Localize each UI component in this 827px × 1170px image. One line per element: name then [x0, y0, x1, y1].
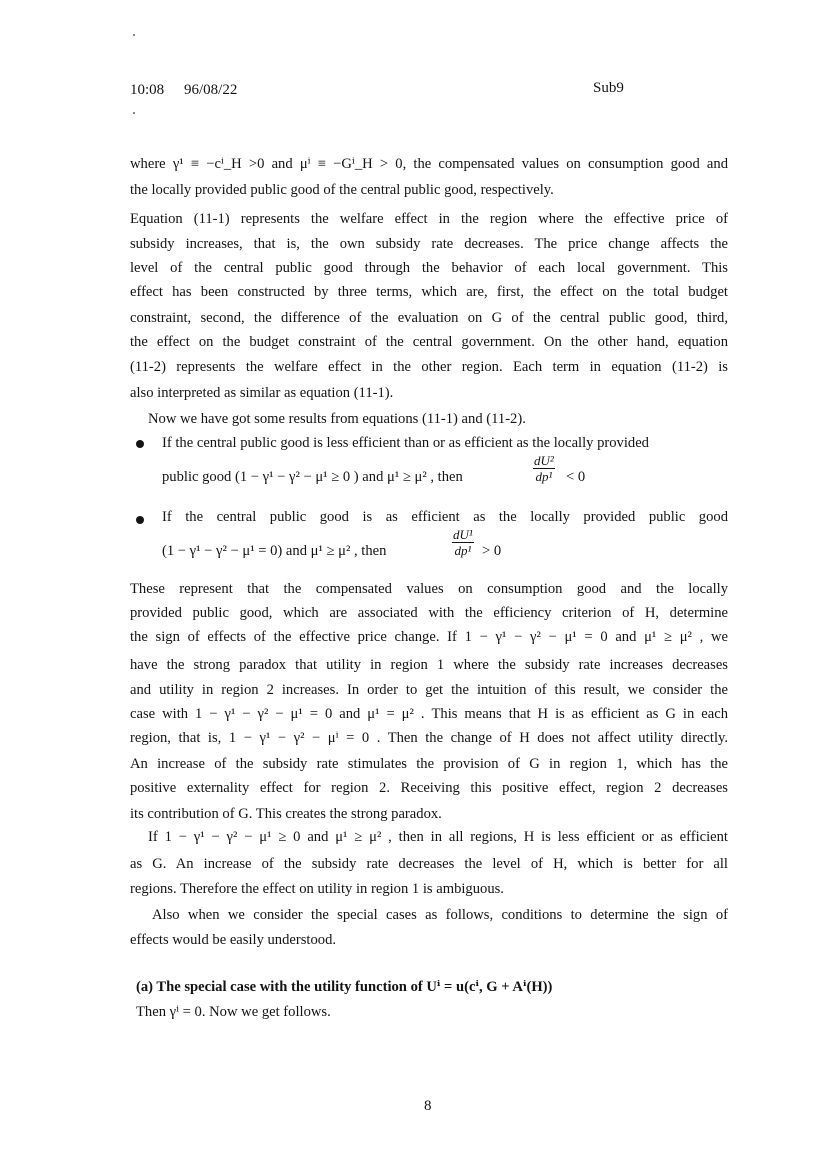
text-line: subsidy increases, that is, the own subsidy rate decreases. The price change affects the — [130, 236, 728, 252]
text-line: its contribution of G. This creates the strong paradox. — [130, 806, 442, 822]
text-line: also interpreted as similar as equation (11-1). — [130, 385, 394, 401]
fraction-denominator: dp¹ — [454, 543, 472, 558]
bullet-text: (1 − γ¹ − γ² − μ¹ = 0) and μ¹ ≥ μ² , then — [162, 543, 387, 559]
text-line: as G. An increase of the subsidy rate decreases the level of H, which is better for all — [130, 856, 728, 872]
text-line: positive externality effect for region 2. Receiving this positive effect, region 2 decreases — [130, 780, 728, 796]
fraction-numerator: dU¹ — [453, 527, 473, 542]
text-line: where γ¹ ≡ −cⁱ_H >0 and μⁱ ≡ −Gⁱ_H > 0, the compensated values on consumption good and — [130, 156, 728, 172]
header-time: 10:08 — [130, 82, 165, 98]
text-line: provided public good, which are associated with the efficiency criterion of H, determine — [130, 605, 728, 621]
section-heading: (a) The special case with the utility function of Uⁱ = u(cⁱ, G + Aⁱ(H)) — [136, 979, 553, 995]
text-line: case with 1 − γ¹ − γ² − μ¹ = 0 and μ¹ = μ² . This means that H is as efficient as G in each — [130, 706, 728, 722]
text-line: Now we have got some results from equations (11-1) and (11-2). — [148, 411, 526, 427]
text-line: the sign of effects of the effective price change. If 1 − γ¹ − γ² − μ¹ = 0 and μ¹ ≥ μ² , we — [130, 629, 728, 645]
text-line: effect has been constructed by three terms, which are, first, the effect on the total budget — [130, 284, 728, 300]
fraction-denominator: dp¹ — [535, 469, 553, 484]
text-line: If 1 − γ¹ − γ² − μ¹ ≥ 0 and μ¹ ≥ μ² , then in all regions, H is less efficient or as efficient — [148, 829, 728, 845]
bullet-text: If the central public good is less efficient than or as efficient as the locally provided — [162, 435, 649, 451]
bullet-text: If the central public good is as efficient as the locally provided public good — [162, 509, 728, 525]
fraction — [533, 453, 555, 485]
text-line: level of the central public good through the behavior of each local government. This — [130, 260, 728, 276]
text-line: Also when we consider the special cases as follows, conditions to determine the sign of — [152, 907, 728, 923]
bullet-text: public good (1 − γ¹ − γ² − μ¹ ≥ 0 ) and μ¹ ≥ μ² , then — [162, 469, 463, 485]
text-line: (11-2) represents the welfare effect in the other region. Each term in equation (11-2) is — [130, 359, 728, 375]
text-line: regions. Therefore the effect on utility in region 1 is ambiguous. — [130, 881, 504, 897]
text-line: the locally provided public good of the central public good, respectively. — [130, 182, 554, 198]
header-date: 96/08/22 — [184, 82, 238, 98]
inequality: < 0 — [566, 469, 586, 485]
text-line: Then γⁱ = 0. Now we get follows. — [136, 1004, 331, 1020]
scan-speck — [133, 34, 135, 36]
fraction — [452, 527, 474, 559]
text-line: constraint, second, the difference of the evaluation on G of the central public good, third, — [130, 310, 728, 326]
bullet-icon — [136, 516, 144, 524]
text-line: An increase of the subsidy rate stimulates the provision of G in region 1, which has the — [130, 756, 728, 772]
text-line: effects would be easily understood. — [130, 932, 337, 948]
text-line: the effect on the budget constraint of the central government. On the other hand, equation — [130, 334, 728, 350]
text-line: and utility in region 2 increases. In order to get the intuition of this result, we consider the — [130, 682, 728, 698]
scan-speck — [133, 112, 135, 114]
fraction-numerator: dU² — [534, 453, 554, 468]
bullet-icon — [136, 440, 144, 448]
text-line: These represent that the compensated values on consumption good and the locally — [130, 581, 728, 597]
text-line: have the strong paradox that utility in region 1 where the subsidy rate increases decreases — [130, 657, 728, 673]
page-number: 8 — [424, 1098, 432, 1114]
text-line: region, that is, 1 − γ¹ − γ² − μⁱ = 0 . Then the change of H does not affect utility directly. — [130, 730, 728, 746]
header-label: Sub9 — [593, 80, 624, 96]
text-line: Equation (11-1) represents the welfare effect in the region where the effective price of — [130, 211, 728, 227]
inequality: > 0 — [482, 543, 502, 559]
